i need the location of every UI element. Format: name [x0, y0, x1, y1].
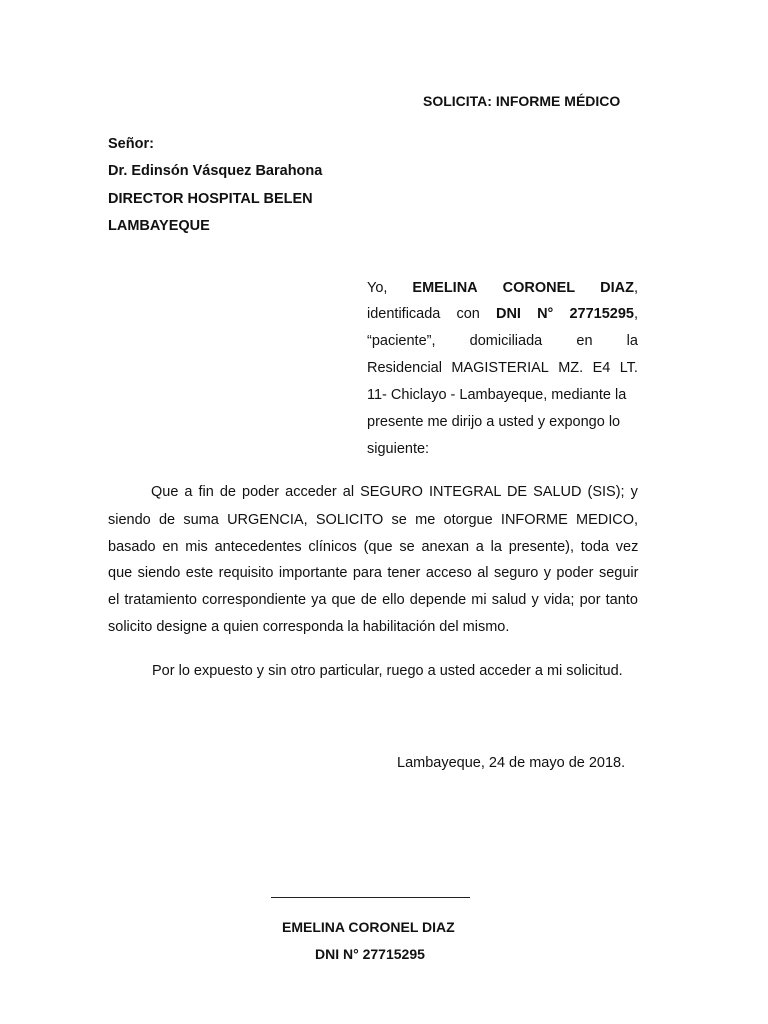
intro-word: Residencial	[367, 360, 442, 376]
intro-word: EMELINA	[412, 280, 478, 296]
intro-word	[569, 306, 638, 322]
intro-word: DNI	[495, 306, 521, 322]
intro-word: en	[576, 333, 593, 349]
intro-line	[367, 333, 638, 349]
document-subject: SOLICITA: INFORME MÉDICO	[423, 93, 621, 109]
addressee-name: Dr. Edinsón Vásquez Barahona	[108, 163, 323, 179]
signature-name: EMELINA CORONEL DIAZ	[282, 919, 455, 935]
intro-punct: ,	[633, 306, 638, 322]
addressee-location: LAMBAYEQUE	[108, 218, 210, 234]
intro-line: 11- Chiclayo - Lambayeque, mediante la	[367, 387, 627, 403]
intro-line: siguiente:	[367, 441, 430, 457]
signature-dni: DNI N° 27715295	[315, 946, 425, 962]
body-paragraph-line: que siendo este requisito importante para tener acceso al seguro y poder seguir	[108, 565, 639, 581]
signature-line	[271, 897, 470, 898]
intro-word: Yo,	[367, 280, 388, 296]
addressee-title: DIRECTOR HOSPITAL BELEN	[108, 191, 313, 207]
intro-word: LT.	[619, 360, 638, 376]
intro-word: MAGISTERIAL	[451, 360, 549, 376]
intro-punct: ,	[633, 280, 638, 296]
body-paragraph-line: solicito designe a quien corresponda la habilitación del mismo.	[108, 619, 510, 635]
body-paragraph-line: Que a fin de poder acceder al SEGURO INTEGRAL DE SALUD (SIS); y	[151, 484, 638, 500]
intro-word: E4	[592, 360, 611, 376]
intro-line	[367, 280, 638, 296]
intro-word: 27715295	[569, 306, 634, 322]
intro-word: DIAZ	[600, 280, 634, 296]
intro-line: presente me dirijo a usted y expongo lo	[367, 414, 621, 430]
intro-word: con	[456, 306, 480, 322]
intro-word	[600, 280, 638, 296]
intro-word: “paciente”,	[367, 333, 436, 349]
place-and-date: Lambayeque, 24 de mayo de 2018.	[397, 755, 626, 771]
intro-line	[367, 306, 638, 322]
intro-word: identificada	[367, 306, 441, 322]
intro-word: CORONEL	[502, 280, 576, 296]
closing-sentence: Por lo expuesto y sin otro particular, ruego a usted acceder a mi solicitud.	[152, 663, 623, 679]
intro-word: domiciliada	[469, 333, 543, 349]
body-paragraph-line: siendo de suma URGENCIA, SOLICITO se me otorgue INFORME MEDICO,	[108, 512, 639, 528]
addressee-salutation: Señor:	[108, 136, 154, 152]
intro-word: MZ.	[558, 360, 584, 376]
intro-word: N°	[537, 306, 554, 322]
body-paragraph-line: basado en mis antecedentes clínicos (que se anexan a la presente), toda vez	[108, 539, 639, 555]
body-paragraph-line: el tratamiento correspondiente ya que de ello depende mi salud y vida; por tanto	[108, 592, 638, 608]
intro-word: la	[626, 333, 638, 349]
intro-line	[367, 360, 638, 376]
